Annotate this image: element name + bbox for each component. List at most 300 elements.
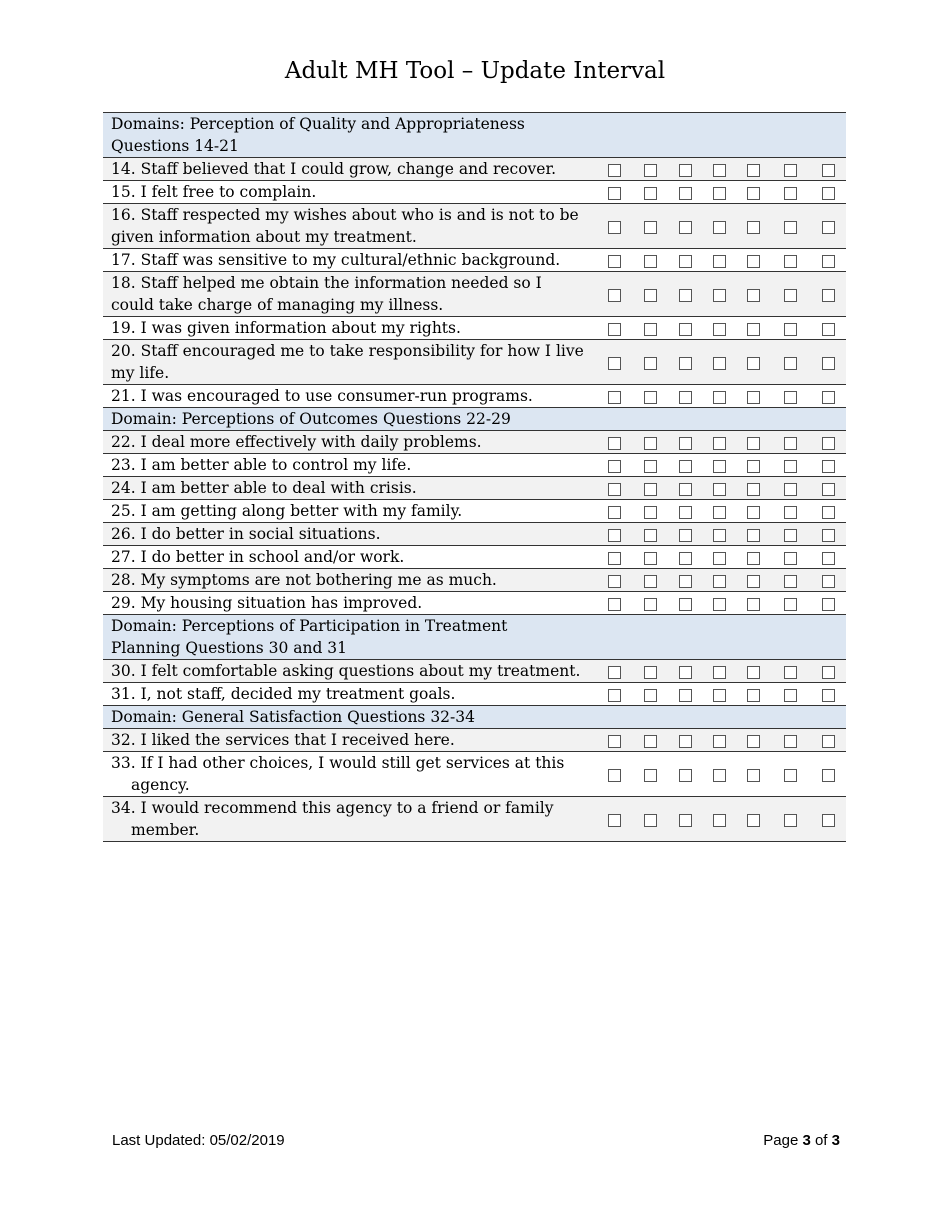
rating-checkbox[interactable] <box>644 164 657 177</box>
question-text: 14. Staff believed that I could grow, change and recover. <box>103 158 596 181</box>
rating-cell <box>668 272 702 317</box>
rating-checkbox[interactable] <box>784 221 797 234</box>
rating-cell <box>702 204 736 249</box>
rating-cell <box>596 249 632 272</box>
rating-cell <box>668 340 702 385</box>
rating-cell <box>632 204 668 249</box>
rating-cell <box>632 340 668 385</box>
rating-checkbox[interactable] <box>644 769 657 782</box>
question-row <box>103 592 846 615</box>
rating-checkbox[interactable] <box>747 391 760 404</box>
page-number <box>763 1131 840 1151</box>
rating-checkbox[interactable] <box>713 689 726 702</box>
rating-checkbox[interactable] <box>608 164 621 177</box>
rating-cell <box>596 431 632 454</box>
rating-checkbox[interactable] <box>644 735 657 748</box>
rating-checkbox[interactable] <box>713 598 726 611</box>
rating-checkbox[interactable] <box>713 529 726 542</box>
rating-cell <box>702 340 736 385</box>
rating-cell <box>736 340 770 385</box>
rating-cell <box>770 272 810 317</box>
rating-cell <box>596 797 632 842</box>
rating-cell <box>596 158 632 181</box>
rating-cell <box>770 752 810 797</box>
rating-checkbox[interactable] <box>784 187 797 200</box>
rating-checkbox[interactable] <box>713 323 726 336</box>
rating-checkbox[interactable] <box>784 391 797 404</box>
rating-cell <box>668 500 702 523</box>
question-row <box>103 431 846 454</box>
rating-checkbox[interactable] <box>608 357 621 370</box>
rating-checkbox[interactable] <box>784 437 797 450</box>
question-row <box>103 249 846 272</box>
question-row <box>103 660 846 683</box>
rating-checkbox[interactable] <box>822 575 835 588</box>
rating-cell <box>770 477 810 500</box>
rating-cell <box>632 249 668 272</box>
rating-cell <box>668 454 702 477</box>
rating-checkbox[interactable] <box>608 460 621 473</box>
rating-checkbox[interactable] <box>644 187 657 200</box>
rating-cell <box>770 204 810 249</box>
rating-checkbox[interactable] <box>679 255 692 268</box>
rating-cell <box>596 569 632 592</box>
rating-checkbox[interactable] <box>747 357 760 370</box>
rating-cell <box>770 797 810 842</box>
survey-table <box>103 112 846 842</box>
rating-checkbox[interactable] <box>822 460 835 473</box>
rating-cell <box>702 385 736 408</box>
rating-checkbox[interactable] <box>784 289 797 302</box>
question-row <box>103 683 846 706</box>
rating-cell <box>736 204 770 249</box>
question-text: 30. I felt comfortable asking questions about my treatment. <box>103 660 596 683</box>
rating-checkbox[interactable] <box>679 529 692 542</box>
rating-checkbox[interactable] <box>713 437 726 450</box>
rating-cell <box>668 569 702 592</box>
question-row <box>103 204 846 249</box>
rating-checkbox[interactable] <box>747 506 760 519</box>
rating-checkbox[interactable] <box>747 666 760 679</box>
rating-cell <box>596 340 632 385</box>
rating-checkbox[interactable] <box>822 187 835 200</box>
rating-checkbox[interactable] <box>822 391 835 404</box>
rating-checkbox[interactable] <box>713 255 726 268</box>
rating-checkbox[interactable] <box>784 575 797 588</box>
domain-header-row <box>103 615 846 660</box>
rating-checkbox[interactable] <box>713 164 726 177</box>
rating-checkbox[interactable] <box>784 357 797 370</box>
rating-cell <box>702 249 736 272</box>
rating-checkbox[interactable] <box>608 769 621 782</box>
rating-checkbox[interactable] <box>679 483 692 496</box>
rating-cell <box>632 660 668 683</box>
rating-cell <box>736 546 770 569</box>
question-row <box>103 752 846 797</box>
rating-checkbox[interactable] <box>608 666 621 679</box>
rating-checkbox[interactable] <box>679 323 692 336</box>
rating-checkbox[interactable] <box>644 483 657 496</box>
rating-checkbox[interactable] <box>822 357 835 370</box>
rating-checkbox[interactable] <box>822 735 835 748</box>
rating-checkbox[interactable] <box>679 289 692 302</box>
page-separator: of <box>810 1132 832 1149</box>
rating-cell <box>702 683 736 706</box>
question-text: 20. Staff encouraged me to take responsibility for how I live my life. <box>103 340 596 385</box>
rating-cell <box>810 204 846 249</box>
rating-cell <box>702 181 736 204</box>
rating-cell <box>770 431 810 454</box>
rating-cell <box>668 797 702 842</box>
rating-checkbox[interactable] <box>747 460 760 473</box>
rating-checkbox[interactable] <box>713 552 726 565</box>
rating-checkbox[interactable] <box>784 529 797 542</box>
rating-checkbox[interactable] <box>747 255 760 268</box>
rating-checkbox[interactable] <box>679 437 692 450</box>
rating-checkbox[interactable] <box>822 529 835 542</box>
rating-cell <box>668 752 702 797</box>
rating-checkbox[interactable] <box>608 506 621 519</box>
rating-cell <box>736 683 770 706</box>
rating-checkbox[interactable] <box>784 814 797 827</box>
rating-checkbox[interactable] <box>608 529 621 542</box>
rating-cell <box>702 729 736 752</box>
rating-cell <box>632 569 668 592</box>
rating-checkbox[interactable] <box>713 391 726 404</box>
rating-cell <box>810 272 846 317</box>
rating-cell <box>596 592 632 615</box>
rating-checkbox[interactable] <box>644 255 657 268</box>
rating-checkbox[interactable] <box>679 221 692 234</box>
rating-cell <box>702 500 736 523</box>
rating-cell <box>736 431 770 454</box>
rating-checkbox[interactable] <box>679 506 692 519</box>
rating-checkbox[interactable] <box>713 666 726 679</box>
rating-cell <box>668 592 702 615</box>
domain-header-row <box>103 113 846 158</box>
rating-checkbox[interactable] <box>784 769 797 782</box>
rating-checkbox[interactable] <box>784 506 797 519</box>
rating-cell <box>596 181 632 204</box>
rating-checkbox[interactable] <box>644 598 657 611</box>
rating-checkbox[interactable] <box>644 289 657 302</box>
domain-heading: Domain: Perceptions of Participation in Treatment Planning Questions 30 and 31 <box>103 615 846 660</box>
rating-cell <box>668 317 702 340</box>
rating-checkbox[interactable] <box>644 666 657 679</box>
rating-checkbox[interactable] <box>713 357 726 370</box>
question-text: 28. My symptoms are not bothering me as much. <box>103 569 596 592</box>
rating-cell <box>596 272 632 317</box>
rating-checkbox[interactable] <box>747 575 760 588</box>
rating-cell <box>596 660 632 683</box>
rating-cell <box>668 523 702 546</box>
rating-cell <box>736 272 770 317</box>
question-row <box>103 729 846 752</box>
rating-checkbox[interactable] <box>679 689 692 702</box>
rating-cell <box>632 317 668 340</box>
rating-cell <box>596 204 632 249</box>
question-row <box>103 317 846 340</box>
rating-checkbox[interactable] <box>644 552 657 565</box>
question-text: 31. I, not staff, decided my treatment goals. <box>103 683 596 706</box>
rating-cell <box>632 181 668 204</box>
rating-checkbox[interactable] <box>679 391 692 404</box>
rating-cell <box>702 523 736 546</box>
rating-checkbox[interactable] <box>679 814 692 827</box>
rating-cell <box>702 431 736 454</box>
rating-checkbox[interactable] <box>747 769 760 782</box>
rating-checkbox[interactable] <box>822 221 835 234</box>
rating-cell <box>736 385 770 408</box>
rating-checkbox[interactable] <box>679 552 692 565</box>
rating-cell <box>668 431 702 454</box>
rating-checkbox[interactable] <box>822 255 835 268</box>
rating-checkbox[interactable] <box>822 289 835 302</box>
rating-checkbox[interactable] <box>608 575 621 588</box>
rating-cell <box>770 249 810 272</box>
rating-checkbox[interactable] <box>713 769 726 782</box>
rating-cell <box>810 569 846 592</box>
rating-checkbox[interactable] <box>747 187 760 200</box>
rating-checkbox[interactable] <box>747 529 760 542</box>
rating-cell <box>736 477 770 500</box>
question-text: 25. I am getting along better with my family. <box>103 500 596 523</box>
rating-checkbox[interactable] <box>608 437 621 450</box>
domain-heading: Domain: Perceptions of Outcomes Questions 22-29 <box>103 408 846 431</box>
rating-checkbox[interactable] <box>822 689 835 702</box>
rating-checkbox[interactable] <box>822 164 835 177</box>
rating-checkbox[interactable] <box>713 221 726 234</box>
rating-checkbox[interactable] <box>747 552 760 565</box>
rating-checkbox[interactable] <box>822 814 835 827</box>
rating-cell <box>770 683 810 706</box>
rating-checkbox[interactable] <box>747 598 760 611</box>
rating-cell <box>632 385 668 408</box>
rating-checkbox[interactable] <box>644 221 657 234</box>
rating-cell <box>596 454 632 477</box>
rating-checkbox[interactable] <box>644 529 657 542</box>
rating-cell <box>810 592 846 615</box>
rating-cell <box>596 317 632 340</box>
rating-checkbox[interactable] <box>747 483 760 496</box>
rating-cell <box>736 523 770 546</box>
rating-checkbox[interactable] <box>713 814 726 827</box>
rating-cell <box>810 340 846 385</box>
rating-checkbox[interactable] <box>822 506 835 519</box>
rating-checkbox[interactable] <box>608 598 621 611</box>
question-row <box>103 454 846 477</box>
rating-checkbox[interactable] <box>822 552 835 565</box>
rating-cell <box>810 158 846 181</box>
rating-checkbox[interactable] <box>784 164 797 177</box>
rating-checkbox[interactable] <box>784 460 797 473</box>
rating-cell <box>810 729 846 752</box>
rating-cell <box>596 523 632 546</box>
question-text: 21. I was encouraged to use consumer-run programs. <box>103 385 596 408</box>
rating-cell <box>632 272 668 317</box>
rating-checkbox[interactable] <box>822 598 835 611</box>
rating-cell <box>736 317 770 340</box>
rating-cell <box>632 477 668 500</box>
rating-checkbox[interactable] <box>784 255 797 268</box>
rating-checkbox[interactable] <box>608 483 621 496</box>
page-prefix: Page <box>763 1132 803 1149</box>
rating-checkbox[interactable] <box>822 323 835 336</box>
rating-cell <box>810 454 846 477</box>
rating-checkbox[interactable] <box>713 187 726 200</box>
rating-cell <box>596 477 632 500</box>
rating-cell <box>668 546 702 569</box>
rating-cell <box>668 385 702 408</box>
rating-checkbox[interactable] <box>608 289 621 302</box>
question-row <box>103 523 846 546</box>
rating-checkbox[interactable] <box>747 735 760 748</box>
rating-checkbox[interactable] <box>644 323 657 336</box>
question-text: 18. Staff helped me obtain the information needed so I could take charge of managing my illness. <box>103 272 596 317</box>
rating-cell <box>770 340 810 385</box>
rating-cell <box>702 454 736 477</box>
rating-checkbox[interactable] <box>679 666 692 679</box>
rating-cell <box>770 454 810 477</box>
rating-cell <box>810 181 846 204</box>
rating-checkbox[interactable] <box>608 552 621 565</box>
rating-cell <box>810 752 846 797</box>
rating-checkbox[interactable] <box>608 221 621 234</box>
rating-cell <box>702 546 736 569</box>
rating-cell <box>736 454 770 477</box>
question-text: 19. I was given information about my rights. <box>103 317 596 340</box>
rating-cell <box>736 500 770 523</box>
rating-checkbox[interactable] <box>784 483 797 496</box>
rating-cell <box>702 272 736 317</box>
question-row <box>103 546 846 569</box>
rating-checkbox[interactable] <box>608 814 621 827</box>
rating-cell <box>702 660 736 683</box>
rating-checkbox[interactable] <box>644 460 657 473</box>
rating-cell <box>736 158 770 181</box>
rating-checkbox[interactable] <box>679 769 692 782</box>
rating-checkbox[interactable] <box>679 460 692 473</box>
rating-cell <box>770 546 810 569</box>
question-text: 16. Staff respected my wishes about who is and is not to be given information about my treatment. <box>103 204 596 249</box>
question-text: 24. I am better able to deal with crisis. <box>103 477 596 500</box>
question-row <box>103 158 846 181</box>
rating-checkbox[interactable] <box>608 689 621 702</box>
rating-cell <box>702 317 736 340</box>
rating-checkbox[interactable] <box>822 769 835 782</box>
rating-checkbox[interactable] <box>713 575 726 588</box>
rating-checkbox[interactable] <box>608 255 621 268</box>
rating-cell <box>702 797 736 842</box>
rating-cell <box>668 158 702 181</box>
rating-checkbox[interactable] <box>644 814 657 827</box>
rating-checkbox[interactable] <box>644 357 657 370</box>
rating-checkbox[interactable] <box>747 323 760 336</box>
rating-cell <box>770 385 810 408</box>
rating-checkbox[interactable] <box>679 575 692 588</box>
rating-checkbox[interactable] <box>713 483 726 496</box>
rating-cell <box>736 729 770 752</box>
rating-cell <box>668 181 702 204</box>
rating-cell <box>596 683 632 706</box>
rating-cell <box>810 431 846 454</box>
rating-cell <box>736 569 770 592</box>
rating-checkbox[interactable] <box>713 289 726 302</box>
rating-cell <box>810 660 846 683</box>
domain-header-row <box>103 706 846 729</box>
rating-checkbox[interactable] <box>822 483 835 496</box>
question-text: 17. Staff was sensitive to my cultural/ethnic background. <box>103 249 596 272</box>
rating-cell <box>668 204 702 249</box>
rating-checkbox[interactable] <box>644 575 657 588</box>
page-current: 3 <box>802 1132 811 1149</box>
rating-cell <box>632 729 668 752</box>
rating-checkbox[interactable] <box>713 735 726 748</box>
rating-checkbox[interactable] <box>747 689 760 702</box>
rating-checkbox[interactable] <box>608 735 621 748</box>
rating-checkbox[interactable] <box>747 221 760 234</box>
rating-cell <box>668 477 702 500</box>
question-text: 23. I am better able to control my life. <box>103 454 596 477</box>
rating-checkbox[interactable] <box>644 437 657 450</box>
rating-checkbox[interactable] <box>679 735 692 748</box>
rating-checkbox[interactable] <box>644 689 657 702</box>
rating-cell <box>810 797 846 842</box>
rating-checkbox[interactable] <box>784 666 797 679</box>
rating-cell <box>770 317 810 340</box>
rating-cell <box>810 477 846 500</box>
rating-checkbox[interactable] <box>784 598 797 611</box>
rating-checkbox[interactable] <box>679 357 692 370</box>
rating-checkbox[interactable] <box>679 164 692 177</box>
question-row <box>103 477 846 500</box>
rating-cell <box>810 546 846 569</box>
rating-checkbox[interactable] <box>747 164 760 177</box>
question-text: 29. My housing situation has improved. <box>103 592 596 615</box>
rating-cell <box>810 683 846 706</box>
rating-checkbox[interactable] <box>713 460 726 473</box>
rating-checkbox[interactable] <box>784 735 797 748</box>
rating-checkbox[interactable] <box>679 187 692 200</box>
last-updated-text: Last Updated: 05/02/2019 <box>112 1132 285 1149</box>
rating-cell <box>702 752 736 797</box>
rating-checkbox[interactable] <box>644 506 657 519</box>
rating-cell <box>632 500 668 523</box>
rating-checkbox[interactable] <box>608 323 621 336</box>
rating-cell <box>632 752 668 797</box>
rating-checkbox[interactable] <box>784 323 797 336</box>
rating-checkbox[interactable] <box>713 506 726 519</box>
rating-cell <box>632 546 668 569</box>
rating-checkbox[interactable] <box>784 689 797 702</box>
rating-checkbox[interactable] <box>822 666 835 679</box>
rating-cell <box>668 729 702 752</box>
rating-cell <box>810 317 846 340</box>
question-text: 22. I deal more effectively with daily problems. <box>103 431 596 454</box>
rating-checkbox[interactable] <box>747 289 760 302</box>
rating-checkbox[interactable] <box>784 552 797 565</box>
rating-checkbox[interactable] <box>608 391 621 404</box>
rating-checkbox[interactable] <box>608 187 621 200</box>
rating-cell <box>770 523 810 546</box>
rating-checkbox[interactable] <box>747 437 760 450</box>
rating-cell <box>632 158 668 181</box>
rating-checkbox[interactable] <box>679 598 692 611</box>
rating-checkbox[interactable] <box>644 391 657 404</box>
rating-checkbox[interactable] <box>747 814 760 827</box>
rating-cell <box>770 592 810 615</box>
rating-checkbox[interactable] <box>822 437 835 450</box>
